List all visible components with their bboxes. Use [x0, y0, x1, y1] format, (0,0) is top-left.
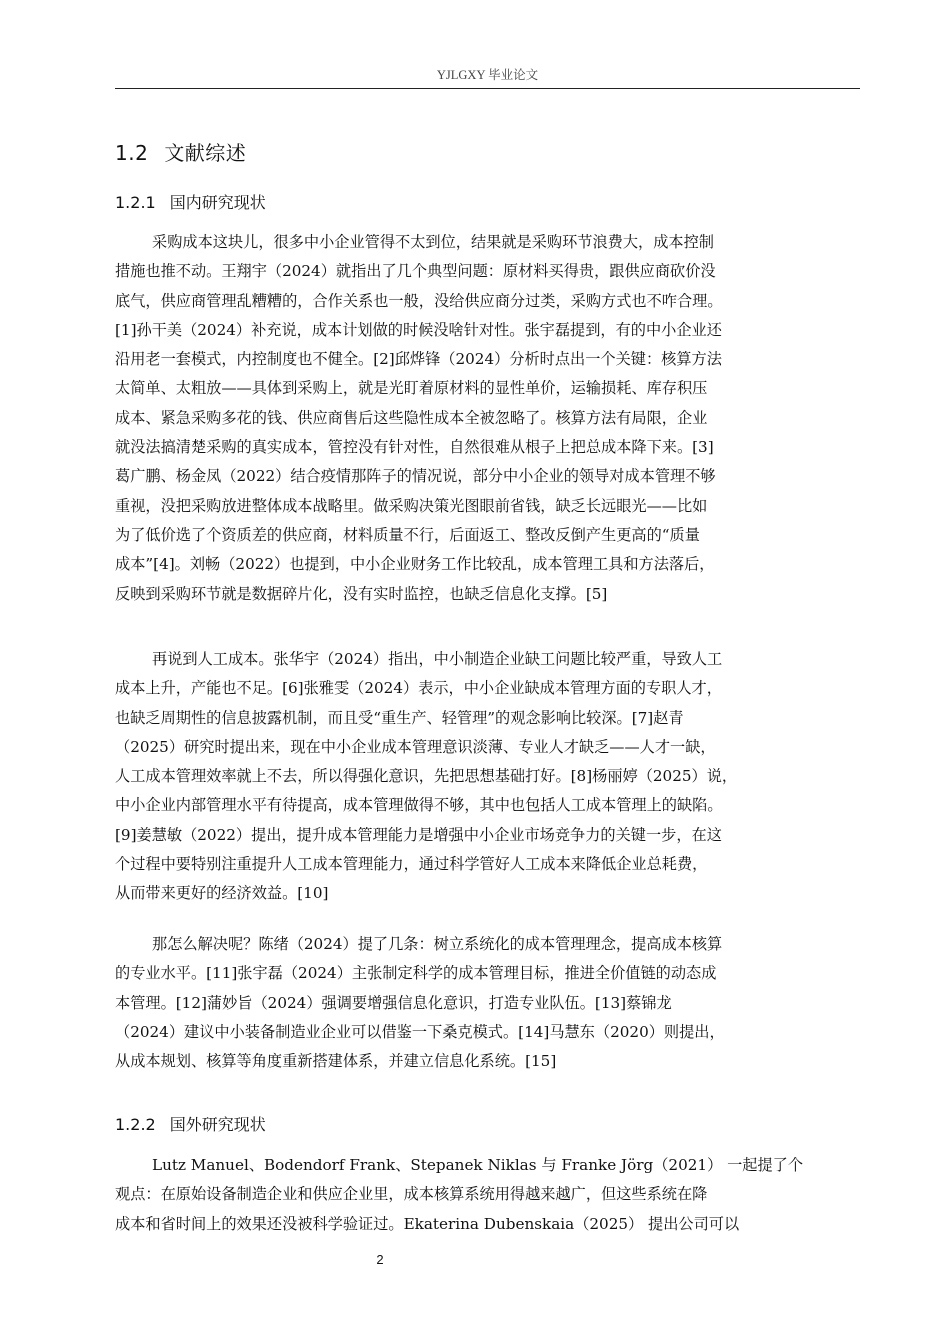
- text-line: 葛广鹏、杨金凤（2022）结合疫情那阵子的情况说，部分中小企业的领导对成本管理不够: [115, 467, 716, 486]
- subsection-title: 国内研究现状: [169, 193, 266, 212]
- text-line: 再说到人工成本。张华宇（2024）指出，中小制造企业缺工问题比较严重，导致人工: [152, 650, 723, 668]
- text-line: 沿用老一套模式，内控制度也不健全。[2]邱烨锋（2024）分析时点出一个关键：核算方法: [115, 350, 722, 369]
- subsection-number: 1.2.2: [115, 1115, 156, 1134]
- text-line: 的专业水平。[11]张宇磊（2024）主张制定科学的成本管理目标，推进全价值链的动态成: [115, 964, 717, 983]
- text-line: 成本上升，产能也不足。[6]张雅雯（2024）表示，中小企业缺成本管理方面的专职人才，: [115, 679, 722, 698]
- text-line: 也缺乏周期性的信息披露机制，而且受“重生产、轻管理”的观念影响比较深。[7]赵青: [115, 708, 684, 727]
- text-line: 个过程中要特别注重提升人工成本管理能力，通过科学管好人工成本来降低企业总耗费，: [115, 855, 708, 874]
- text-line: 为了低价选了个资质差的供应商，材料质量不行，后面返工、整改反倒产生更高的“质量: [115, 525, 700, 544]
- text-line: 人工成本管理效率就上不去，所以得强化意识，先把思想基础打好。[8]杨丽婷（2025）说，: [115, 767, 738, 786]
- text-line: 从而带来更好的经济效益。[10]: [115, 884, 329, 903]
- paragraph-labor-cost: [115, 645, 863, 909]
- text-line: 就没法搞清楚采购的真实成本，管控没有针对性，自然很难从根子上把总成本降下来。[3]: [115, 438, 714, 457]
- section-title: 文献综述: [164, 141, 247, 165]
- text-line: 中小企业内部管理水平有待提高，成本管理做得不够，其中也包括人工成本管理上的缺陷。: [115, 796, 723, 815]
- text-line: （2024）建议中小装备制造业企业可以借鉴一下桑克模式。[14]马慧东（2020）则提出，: [115, 1022, 725, 1041]
- text-line: 措施也推不动。王翔宇（2024）就指出了几个典型问题：原材料买得贵，跟供应商砍价没: [115, 262, 716, 281]
- text-line: 成本和省时间上的效果还没被科学验证过。Ekaterina Dubenskaia（2025） 提出公司可以: [115, 1214, 740, 1233]
- text-line: 从成本规划、核算等角度重新搭建体系，并建立信息化系统。[15]: [115, 1052, 557, 1071]
- text-line: 采购成本这块儿，很多中小企业管得不太到位，结果就是采购环节浪费大，成本控制: [152, 233, 714, 251]
- paragraph-purchase-cost: [115, 228, 863, 609]
- subsection-title: 国外研究现状: [169, 1115, 266, 1134]
- text-line: [9]姜慧敏（2022）提出，提升成本管理能力是增强中小企业市场竞争力的关键一步，在这: [115, 825, 722, 844]
- text-line: 本管理。[12]蒲妙旨（2024）强调要增强信息化意识，打造专业队伍。[13]蔡锦龙: [115, 993, 672, 1012]
- text-line: Lutz Manuel、Bodendorf Frank、Stepanek Niklas 与 Franke Jörg（2021） 一起提了个: [152, 1156, 804, 1174]
- text-line: 重视，没把采购放进整体成本战略里。做采购决策光图眼前省钱，缺乏长远眼光——比如: [115, 496, 708, 515]
- text-line: 那怎么解决呢？陈绪（2024）提了几条：树立系统化的成本管理理念，提高成本核算: [152, 935, 723, 953]
- header-title: YJLGXY 毕业论文: [436, 68, 539, 82]
- text-line: 成本、紧急采购多花的钱、供应商售后这些隐性成本全被忽略了。核算方法有局限，企业: [115, 408, 708, 427]
- text-line: （2025）研究时提出来，现在中小企业成本管理意识淡薄、专业人才缺乏——人才一缺，: [115, 737, 716, 756]
- text-line: 反映到采购环节就是数据碎片化，没有实时监控，也缺乏信息化支撑。[5]: [115, 584, 608, 603]
- paragraph-foreign-research: [115, 1151, 863, 1239]
- subsection-heading-foreign: [115, 1112, 266, 1135]
- paragraph-solutions: [115, 930, 863, 1076]
- text-line: [1]孙干美（2024）补充说，成本计划做的时候没啥针对性。张宇磊提到，有的中小企业还: [115, 320, 722, 339]
- section-heading: [115, 137, 246, 166]
- text-line: 成本”[4]。刘畅（2022）也提到，中小企业财务工作比较乱，成本管理工具和方法落后，: [115, 555, 715, 574]
- text-line: 底气，供应商管理乱糟糟的，合作关系也一般，没给供应商分过类，采购方式也不咋合理。: [115, 291, 723, 310]
- text-line: 观点：在原始设备制造企业和供应企业里，成本核算系统用得越来越广，但这些系统在降: [115, 1185, 708, 1204]
- page-number: 2: [376, 1252, 384, 1267]
- subsection-number: 1.2.1: [115, 193, 156, 212]
- text-line: 太简单、太粗放——具体到采购上，就是光盯着原材料的显性单价，运输损耗、库存积压: [115, 379, 708, 398]
- page-header: [115, 62, 860, 89]
- subsection-heading-domestic: [115, 190, 266, 213]
- section-number: 1.2: [115, 141, 149, 165]
